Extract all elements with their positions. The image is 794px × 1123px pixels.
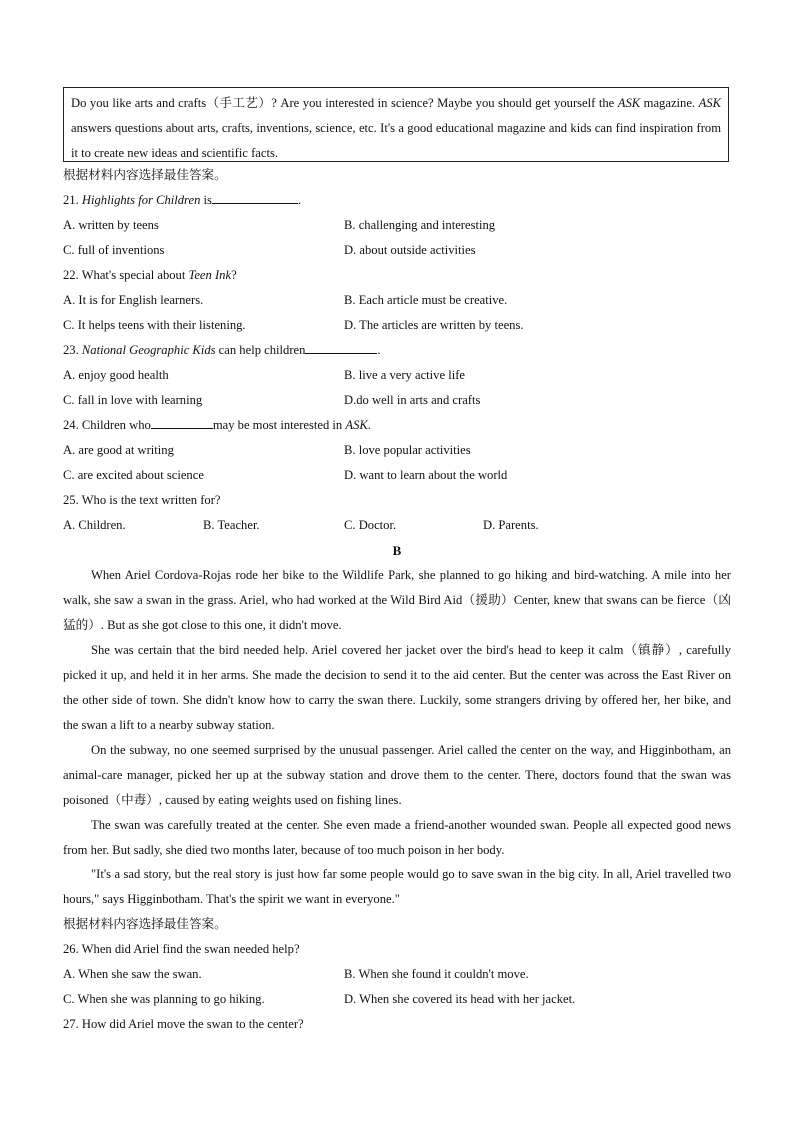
q25-option-a[interactable]: A. Children. <box>63 518 126 532</box>
q26-option-d[interactable]: D. When she covered its head with her jacket. <box>344 992 576 1006</box>
q22-option-d[interactable]: D. The articles are written by teens. <box>344 318 524 332</box>
passage-paragraph: When Ariel Cordova-Rojas rode her bike to the Wildlife Park, she planned to go hiking and bird-watching. A mile into her walk, she saw a swan in the grass. Ariel, who had worked at the Wild Bird Aid（援助）Center, knew that swans can be fierce（凶猛的）. But as she got close to this one, it didn't move. <box>63 568 731 632</box>
answer-blank[interactable] <box>305 338 377 354</box>
section-a-instruction: 根据材料内容选择最佳答案。 <box>63 168 227 182</box>
q26-option-c[interactable]: C. When she was planning to go hiking. <box>63 992 265 1006</box>
q22-option-c[interactable]: C. It helps teens with their listening. <box>63 318 246 332</box>
q26-option-b[interactable]: B. When she found it couldn't move. <box>344 967 529 981</box>
q24-option-b[interactable]: B. love popular activities <box>344 443 471 457</box>
passage-paragraph: The swan was carefully treated at the center. She even made a friend-another wounded swan. People all expected good news from her. But sadly, she died two months later, because of too much poison in her body. <box>63 818 731 857</box>
question-21-stem: 21. Highlights for Children is . <box>63 188 301 213</box>
q25-option-b[interactable]: B. Teacher. <box>203 518 260 532</box>
answer-blank[interactable] <box>212 188 298 204</box>
q23-option-c[interactable]: C. fall in love with learning <box>63 393 203 407</box>
q24-option-c[interactable]: C. are excited about science <box>63 468 204 482</box>
section-b-heading: B <box>392 543 402 558</box>
q24-option-a[interactable]: A. are good at writing <box>63 443 174 457</box>
q22-option-b[interactable]: B. Each article must be creative. <box>344 293 508 307</box>
q22-option-a[interactable]: A. It is for English learners. <box>63 293 204 307</box>
q23-option-d[interactable]: D.do well in arts and crafts <box>344 393 481 407</box>
q26-option-a[interactable]: A. When she saw the swan. <box>63 967 202 981</box>
q25-option-d[interactable]: D. Parents. <box>483 518 539 532</box>
q21-option-d[interactable]: D. about outside activities <box>344 243 476 257</box>
q23-option-b[interactable]: B. live a very active life <box>344 368 465 382</box>
question-23-stem: 23. National Geographic Kids can help children . <box>63 338 381 363</box>
question-27-stem: 27. How did Ariel move the swan to the center? <box>63 1017 304 1031</box>
q21-option-a[interactable]: A. written by teens <box>63 218 159 232</box>
intro-text: Do you like arts and crafts（手工艺）? Are you interested in science? Maybe you should get yourself the ASK magazine. ASK answers questions about arts, crafts, inventions, science, etc. It's a good educational magazine and kids can find inspiration from it to create new ideas and scientific facts. <box>71 96 721 160</box>
question-25-stem: 25. Who is the text written for? <box>63 493 221 507</box>
answer-blank[interactable] <box>151 413 213 429</box>
q23-option-a[interactable]: A. enjoy good health <box>63 368 169 382</box>
passage-paragraph: "It's a sad story, but the real story is just how far some people would go to save swan in the big city. In all, Ariel travelled two hours," says Higginbotham. That's the spirit we want in everyone." <box>63 867 731 906</box>
passage-paragraph: She was certain that the bird needed help. Ariel covered her jacket over the bird's head to keep it calm（镇静）, carefully picked it up, and held it in her arms. She made the decision to send it to the aid center. But the center was across the East River on the other side of town. She didn't know how to carry the swan there. Luckily, some strangers driving by offered her, her bike, and the swan a lift to a nearby subway station. <box>63 643 731 732</box>
question-22-stem: 22. What's special about Teen Ink? <box>63 268 237 282</box>
q21-option-b[interactable]: B. challenging and interesting <box>344 218 496 232</box>
question-26-stem: 26. When did Ariel find the swan needed help? <box>63 942 300 956</box>
q24-option-d[interactable]: D. want to learn about the world <box>344 468 508 482</box>
section-b-instruction: 根据材料内容选择最佳答案。 <box>63 917 227 931</box>
q25-option-c[interactable]: C. Doctor. <box>344 518 397 532</box>
question-24-stem: 24. Children who may be most interested in ASK. <box>63 413 371 438</box>
q21-option-c[interactable]: C. full of inventions <box>63 243 165 257</box>
passage-paragraph: On the subway, no one seemed surprised by the unusual passenger. Ariel called the center on the way, and Higginbotham, an animal-care manager, picked her up at the subway station and drove them to the center. There, doctors found that the swan was poisoned（中毒）, caused by eating weights used on fishing lines. <box>63 743 731 807</box>
intro-box <box>63 87 729 162</box>
